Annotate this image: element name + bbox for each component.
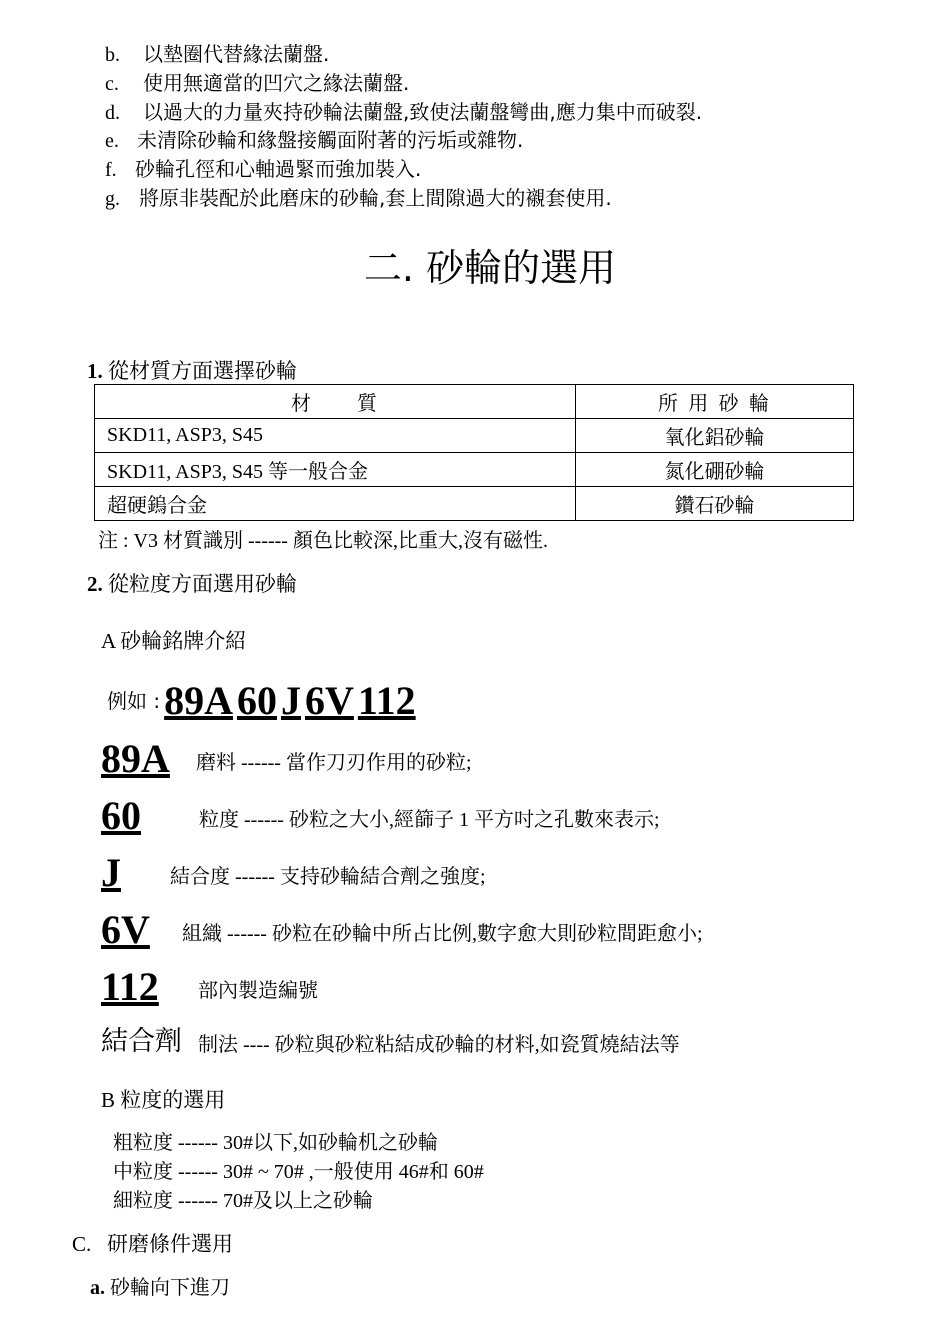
- table-cell: 氧化鋁砂輪: [576, 419, 854, 453]
- table-row: [95, 419, 854, 453]
- grain-item: 中粒度 ------ 30# ~ 70# ,一般使用 46#和 60#: [113, 1161, 484, 1183]
- section-number: 1.: [87, 359, 103, 383]
- binder-term: 結合劑: [101, 1026, 182, 1057]
- table-row: [95, 453, 854, 487]
- binder-description: 制法 ---- 砂粒與砂粒粘結成砂輪的材料,如瓷質燒結法等: [198, 1034, 680, 1056]
- subsection-c-item: [90, 1275, 230, 1300]
- material-table: [94, 384, 854, 521]
- subsection-a-heading: A 砂輪銘牌介紹: [101, 629, 247, 653]
- grain-item: 細粒度 ------ 70#及以上之砂輪: [113, 1190, 373, 1212]
- list-item-text: 未清除砂輪和緣盤接觸面附著的污垢或雜物.: [137, 128, 524, 152]
- list-item: [105, 157, 421, 182]
- list-item-label: d.: [105, 102, 120, 124]
- subsection-b-heading: B 粒度的選用: [101, 1088, 226, 1112]
- subsection-c-heading: C. 研磨條件選用: [72, 1232, 234, 1256]
- code-term: 60: [101, 793, 141, 838]
- list-item: [105, 42, 329, 67]
- list-item-label: g.: [105, 188, 120, 210]
- chapter-title: 二. 砂輪的選用: [363, 246, 617, 290]
- table-header-cell: 所 用 砂 輪: [576, 385, 854, 419]
- list-item-label: c.: [105, 73, 119, 95]
- example-code: J: [281, 678, 301, 723]
- example-code: 112: [357, 678, 416, 723]
- code-description: 部內製造編號: [198, 980, 318, 1002]
- code-term: J: [101, 850, 121, 895]
- item-number: a.: [90, 1277, 105, 1299]
- list-item-text: 使用無適當的凹穴之緣法蘭盤.: [143, 71, 410, 95]
- example-code: 60: [237, 678, 277, 723]
- table-cell: SKD11, ASP3, S45 等一般合金: [95, 453, 576, 487]
- table-note: 注 : V3 材質識別 ------ 顏色比較深,比重大,沒有磁性.: [98, 530, 548, 552]
- example-code: 89A: [164, 678, 233, 723]
- code-term: 89A: [101, 736, 170, 781]
- list-item: [105, 128, 523, 153]
- table-header-cell: 材 質: [95, 385, 576, 419]
- table-row: [95, 487, 854, 521]
- section-heading: [87, 571, 297, 597]
- code-description: 結合度 ------ 支持砂輪結合劑之強度;: [170, 866, 486, 888]
- section-title: 從粒度方面選用砂輪: [108, 572, 297, 596]
- code-term: 112: [101, 964, 159, 1009]
- code-term: 6V: [101, 907, 150, 952]
- table-cell: 鑽石砂輪: [576, 487, 854, 521]
- example-prefix: 例如 :: [107, 689, 161, 713]
- code-description: 磨料 ------ 當作刀刃作用的砂粒;: [196, 752, 472, 774]
- list-item-label: b.: [105, 44, 120, 66]
- table-cell: 超硬鎢合金: [95, 487, 576, 521]
- list-item-text: 砂輪孔徑和心軸過緊而強加裝入.: [135, 157, 422, 181]
- section-title: 從材質方面選擇砂輪: [108, 359, 297, 383]
- section-number: 2.: [87, 572, 103, 596]
- list-item: [105, 100, 702, 125]
- list-item: [105, 71, 409, 96]
- section-heading: [87, 358, 297, 384]
- code-description: 粒度 ------ 砂粒之大小,經篩子 1 平方吋之孔數來表示;: [199, 809, 660, 831]
- list-item-label: f.: [105, 159, 117, 181]
- table-cell: SKD11, ASP3, S45: [95, 419, 576, 453]
- example-code: 6V: [305, 678, 354, 723]
- code-description: 組織 ------ 砂粒在砂輪中所占比例,數字愈大則砂粒間距愈小;: [182, 923, 703, 945]
- list-item-text: 將原非裝配於此磨床的砂輪,套上間隙過大的襯套使用.: [139, 186, 612, 210]
- table-header-row: [95, 385, 854, 419]
- list-item: [105, 186, 612, 211]
- list-item-label: e.: [105, 130, 119, 152]
- example-line: [107, 678, 416, 724]
- table-cell: 氮化硼砂輪: [576, 453, 854, 487]
- list-item-text: 以過大的力量夾持砂輪法蘭盤,致使法蘭盤彎曲,應力集中而破裂.: [143, 100, 703, 124]
- item-text: 砂輪向下進刀: [110, 1275, 230, 1299]
- grain-item: 粗粒度 ------ 30#以下,如砂輪机之砂輪: [113, 1132, 438, 1154]
- list-item-text: 以墊圈代替緣法蘭盤.: [143, 42, 330, 66]
